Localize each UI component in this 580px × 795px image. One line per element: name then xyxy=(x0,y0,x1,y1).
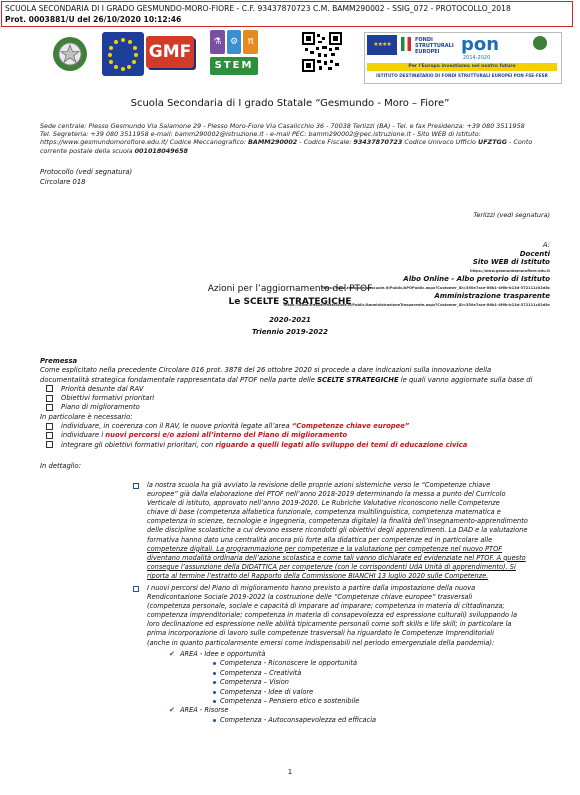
paragraph-line: loro declinazione ed espressione nelle abilità tipicamente personali come soft skills e life skill; in particolare la xyxy=(147,620,512,629)
paragraph-line: (competenza personale, sociale e capacità di imparare ad imparare; competenza in materia di cittadinanza; xyxy=(147,602,505,611)
pon-fondi-text: FONDI STRUTTURALI EUROPEI xyxy=(415,37,454,55)
recipient-amministrazione: Amministrazione trasparente xyxy=(434,292,550,300)
bullet-dot-icon xyxy=(213,672,216,675)
pon-slogan: Per l'Europa investiamo nel nostro futuro xyxy=(367,63,557,71)
italy-flag-icon xyxy=(401,37,411,51)
area-idee-opportunita xyxy=(169,650,540,725)
paragraph-line: formativa hanno dato una centralità ancora più forte alla didattica per competenze ed in particolare alle xyxy=(147,535,493,544)
triennium: Triennio 2019-2022 xyxy=(251,328,329,336)
paragraph-line: europee” già dalla elaborazione del PTOF nell’anno 2018-2019 determinando la messa a punto del Curricolo xyxy=(147,490,506,499)
protocol-info xyxy=(40,167,132,187)
list-item: Competenza - Autoconsapevolezza ed efficacia xyxy=(220,716,540,725)
paragraph-line: competenza in scienze, tecnologie e ingegneria, competenza digitale) la finalità dell’insegnamento-apprendimento xyxy=(147,517,528,526)
list-item: integrare gli obiettivi formativi prioritari, con riguardo a quelli legati allo sviluppo dei temi di educazione civica xyxy=(40,441,560,450)
paragraph-line: Verticale di istituto, approvato nell’anno 2019-2020. Le Rubriche Valutative riconoscono nelle Competenze xyxy=(147,499,500,508)
recipient-docenti: Docenti xyxy=(519,249,550,258)
ministry-emblem-icon xyxy=(525,36,555,60)
list-item: Piano di miglioramento xyxy=(40,403,560,412)
gmf-logo-text: GMF xyxy=(148,42,192,62)
paragraph-line: I nuovi percorsi del Piano di miglioramento hanno previsto a partire dalla impostazione della nuova xyxy=(147,584,476,592)
stem-logo xyxy=(206,30,262,78)
checkbox-bullet-icon xyxy=(46,385,53,392)
logos-row xyxy=(40,30,560,82)
pon-banner xyxy=(364,32,562,84)
area-title: ✔ AREA - Idee e opportunità xyxy=(169,650,266,658)
pon-years: 2014-2020 xyxy=(463,55,491,61)
list-item: Competenza – Vision xyxy=(220,678,540,687)
list-item: Competenza - Riconoscere le opportunità xyxy=(220,659,540,668)
paragraph-line: competenze digitali. La programmazione per competenze e la valutazione per competenze nel nuovo PTOF xyxy=(147,544,503,553)
amm-url-link[interactable]: https://www.trasparenzascuole.it/Public/AmministrazioneTrasparente.aspx?Customer_ID=350e7ace-86b1-4f6b-b13d-372111c02d8c xyxy=(283,302,550,307)
bullet-dot-icon xyxy=(213,691,216,694)
bullet-dot-icon xyxy=(213,700,216,703)
paragraph-line: la nostra scuola ha già avviato la revisione delle proprie azioni sistemiche verso le “Competenze chiave xyxy=(147,481,491,489)
bullet-dot-icon xyxy=(213,719,216,722)
protocol-stamp xyxy=(1,1,573,27)
paragraph-line: consegue l’assunzione della DIDATTICA per competenze (con le corrispondenti UdA Unità di apprendimento). Si xyxy=(147,562,516,571)
stamp-line-1: SCUOLA SECONDARIA DI I GRADO GESMUNDO-MORO-FIORE - C.F. 93437870723 C.M. BAMM290002 - SSIG_072 - PROTOCOLLO_2018 xyxy=(5,4,511,13)
recipient-sito-web: Sito WEB di Istituto xyxy=(472,258,550,266)
gear-icon: ⚙ xyxy=(227,30,242,54)
stem-logo-text: STEM xyxy=(210,57,258,75)
pon-footer: ISTITUTO DESTINATARIO DI FONDI STRUTTURALI EUROPEI PON FSE-FESR xyxy=(376,73,548,78)
contact-line-3: https://www.gesmundomorofiore.edu.it/ Codice Meccanografico: BAMM290002 - Codice Fiscale: 93437870723 Codice Univoco Ufficio UFZTGG - Conto xyxy=(40,138,533,147)
checkbox-bullet-icon xyxy=(46,441,53,448)
flask-icon: ⚗ xyxy=(210,30,225,54)
checkbox-bullet-icon xyxy=(46,432,53,439)
paragraph-miglioramento xyxy=(147,584,547,648)
contact-line-4: corrente postale della scuola 001018049658 xyxy=(40,146,188,155)
bullet-dot-icon xyxy=(213,681,216,684)
paragraph-line: delle discipline scolastiche a cui devono essere ricondotti gli obiettivi degli apprendimenti. La DAD e la valutazione xyxy=(147,526,528,535)
square-bullet-icon xyxy=(133,483,139,489)
premessa-line-2: documentalità strategica fondamentale rappresentata dal PTOF nella parte delle SCELTE STRATEGICHE le quali vanno aggiornate sulla base di xyxy=(40,375,533,384)
premessa-section xyxy=(40,357,560,471)
paragraph-line: Rendicontazione Sociale 2019-2022 la costruzione delle “Competenze chiave europee” trasversali xyxy=(147,593,473,602)
stamp-line-2: Prot. 0003881/U del 26/10/2020 10:12:46 xyxy=(5,15,182,24)
paragraph-line: competenza imprenditoriale; competenza in materia di consapevolezza ed espressione culturali) sviluppando la xyxy=(147,611,518,620)
protocol-label: Protocollo (vedi segnatura) xyxy=(40,168,133,176)
document-title: Azioni per l’aggiornamento del PTOF xyxy=(207,284,373,294)
italian-republic-emblem-icon xyxy=(50,32,90,76)
eu-stars-icon xyxy=(102,32,144,76)
paragraph-line: chiave di base (competenza alfabetica funzionale, competenza multilinguistica, competenza matematica e xyxy=(147,508,501,517)
list-item: individuare i nuovi percorsi e/o azioni all’interno del Piano di miglioramento xyxy=(40,431,560,440)
checkbox-bullet-icon xyxy=(46,423,53,430)
page-number: 1 xyxy=(287,768,293,776)
list-item: Priorità desunte dal RAV xyxy=(40,385,560,394)
list-item: individuare, in coerenza con il RAV, le nuove priorità legate all’area “Competenze chiave europee” xyxy=(40,422,560,431)
contact-line-2: Tel. Segreteria: +39 080 3511958 e-mail: bamm290002@istruzione.it - e-mail PEC: bamm290002@pec.istruzione.it - Sito WEB di Istituto: xyxy=(40,130,481,139)
list-item: Competenza – Pensiero etico e sostenibile xyxy=(220,697,540,706)
school-year: 2020-2021 xyxy=(269,316,311,324)
eu-flag-icon: ★★★★ xyxy=(367,35,397,55)
area-title: ✔ AREA - Risorse xyxy=(169,706,229,715)
list-item: Obiettivi formativi prioritari xyxy=(40,394,560,403)
recipient-albo: Albo Online - Albo pretorio di Istituto xyxy=(403,275,550,283)
sito-url-link[interactable]: https://www.gesmundomorofiore.edu.it xyxy=(470,268,550,273)
checkbox-bullet-icon xyxy=(46,395,53,402)
list-item: Competenza – Creatività xyxy=(220,669,540,678)
contact-line-1: Sede centrale: Plesso Gesmundo Via Salamone 29 - Plesso Moro-Fiore Via Casalicchio 36 - 70038 Terlizzi (BA) - Tel. e fax Presidenza: +39 080 3511958 xyxy=(40,122,525,130)
gmf-logo xyxy=(146,36,194,68)
bullet-dot-icon xyxy=(213,662,216,665)
qr-code-icon xyxy=(302,32,342,72)
document-subtitle: Le SCELTE STRATEGICHE xyxy=(228,297,352,307)
albo-url-link[interactable]: https://www.trasparenzascuole.it/Public/APOPublic.aspx?Customer_ID=350e7ace-86b1-4f6b-b13d-372111c02d8c xyxy=(321,285,550,290)
checkmark-icon: ✔ xyxy=(169,706,175,715)
paragraph-line: (anche in quanto particolarmente emersi come indispensabili nel periodo emergenziale della pandemia): xyxy=(147,638,495,647)
pon-logo-text: pon xyxy=(461,34,500,55)
premessa-heading: Premessa xyxy=(40,357,78,365)
paragraph-line: prima incorporazione di lavoro sulle competenze trasversali ha riguardato le Competenze Imprenditoriali xyxy=(147,629,494,638)
school-name: Scuola Secondaria di I grado Statale “Gesmundo - Moro – Fiore” xyxy=(130,98,450,109)
place-date: Terlizzi (vedi segnatura) xyxy=(473,211,550,219)
checkbox-bullet-icon xyxy=(46,404,53,411)
recipients-a: A: xyxy=(542,241,550,249)
school-contact-info xyxy=(40,122,560,155)
paragraph-curricolo xyxy=(147,481,547,581)
paragraph-line: diventano modalità ordinaria dell’azione scolastica e come tali vanno dichiarate ed evidenziate nel PTOF. A questo xyxy=(147,553,526,562)
pi-icon: π xyxy=(243,30,258,54)
necessario-label: In particolare è necessario: xyxy=(40,412,133,421)
list-item: Competenza - Idee di valore xyxy=(220,688,540,697)
premessa-line-1: Come esplicitato nella precedente Circolare 016 prot. 3878 del 26 ottobre 2020 si procede a dare indicazioni sulla innovazione della xyxy=(40,366,492,375)
paragraph-line: riporta al termine l’estratto del Rapporto della Commissione BIANCHI 13 luglio 2020 sulle Competenze. xyxy=(147,571,489,580)
circular-number: Circolare 018 xyxy=(40,178,86,186)
dettaglio-label: In dettaglio: xyxy=(40,461,82,470)
checkmark-icon: ✔ xyxy=(169,650,175,658)
square-bullet-icon xyxy=(133,586,139,592)
